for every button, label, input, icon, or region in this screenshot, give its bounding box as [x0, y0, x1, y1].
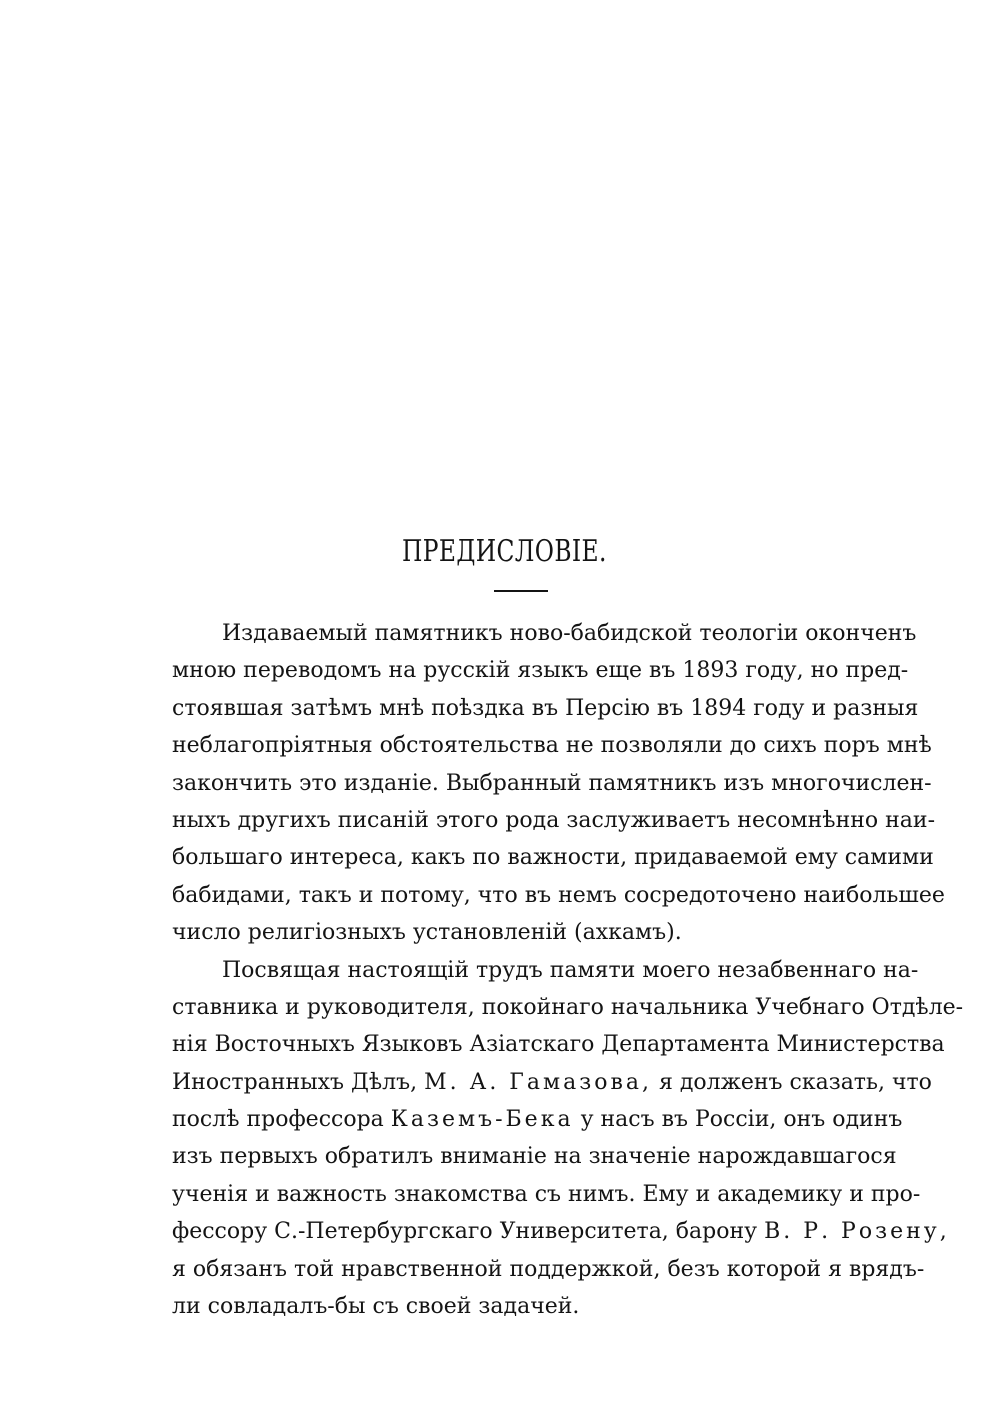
text-fragment: я долженъ сказать, что: [658, 1069, 932, 1095]
text-line: нія Восточныхъ Языковъ Азіатскаго Департамента Министерства: [172, 1032, 945, 1058]
text-line: ли совладалъ-бы съ своей задачей.: [172, 1294, 580, 1320]
text-line: ныхъ другихъ писаній этого рода заслуживаетъ несомнѣнно наи-: [172, 807, 936, 833]
text-line: [172, 1213, 950, 1250]
preface-body: [172, 615, 964, 1325]
text-line: неблагопріятныя обстоятельства не позволяли до сихъ поръ мнѣ: [172, 733, 932, 759]
text-line: ученія и важность знакомства съ нимъ. Ему и академику и про-: [172, 1181, 921, 1207]
text-fragment: послѣ профессора: [172, 1107, 384, 1133]
text-line: закончить это изданіе. Выбранный памятникъ изъ многочислен-: [172, 770, 932, 796]
page-title: ПРЕДИСЛОВІЕ.: [401, 534, 607, 569]
text-fragment: у насъ въ Россіи, онъ одинъ: [580, 1107, 903, 1133]
person-name-gamazov: М. А. Гамазова,: [424, 1069, 652, 1095]
text-line: стоявшая затѣмъ мнѣ поѣздка въ Персію въ 1894 году и разныя: [172, 695, 919, 721]
text-line: изъ первыхъ обратилъ вниманіе на значеніе нарождавшагося: [172, 1144, 897, 1170]
text-line: Посвящая настоящій трудъ памяти моего незабвеннаго на-: [222, 957, 919, 983]
text-line: я обязанъ той нравственной поддержкой, безъ которой я врядъ-: [172, 1256, 925, 1282]
person-name-rosen: В. Р. Розену,: [764, 1219, 950, 1245]
title-divider: [494, 590, 548, 592]
text-line: [172, 1064, 932, 1101]
paragraph-1: [172, 615, 945, 952]
text-line: мною переводомъ на русскій языкъ еще въ 1893 году, но пред-: [172, 658, 909, 684]
text-line: число религіозныхъ установленій (ахкамъ).: [172, 920, 682, 946]
text-line: большаго интереса, какъ по важности, придаваемой ему самими: [172, 845, 934, 871]
text-line: бабидами, такъ и потому, что въ немъ сосредоточено наибольшее: [172, 882, 945, 908]
text-line: ставника и руководителя, покойнаго начальника Учебнаго Отдѣле-: [172, 994, 964, 1020]
text-fragment: Иностранныхъ Дѣлъ,: [172, 1069, 418, 1095]
paragraph-2: [172, 952, 964, 1326]
person-name-kazem-bek: Каземъ-Бека: [390, 1107, 574, 1133]
text-line: Издаваемый памятникъ ново-бабидской теологіи оконченъ: [222, 621, 917, 646]
text-line: [172, 1101, 903, 1138]
text-fragment: фессору С.-Петербургскаго Университета, барону: [172, 1219, 758, 1245]
